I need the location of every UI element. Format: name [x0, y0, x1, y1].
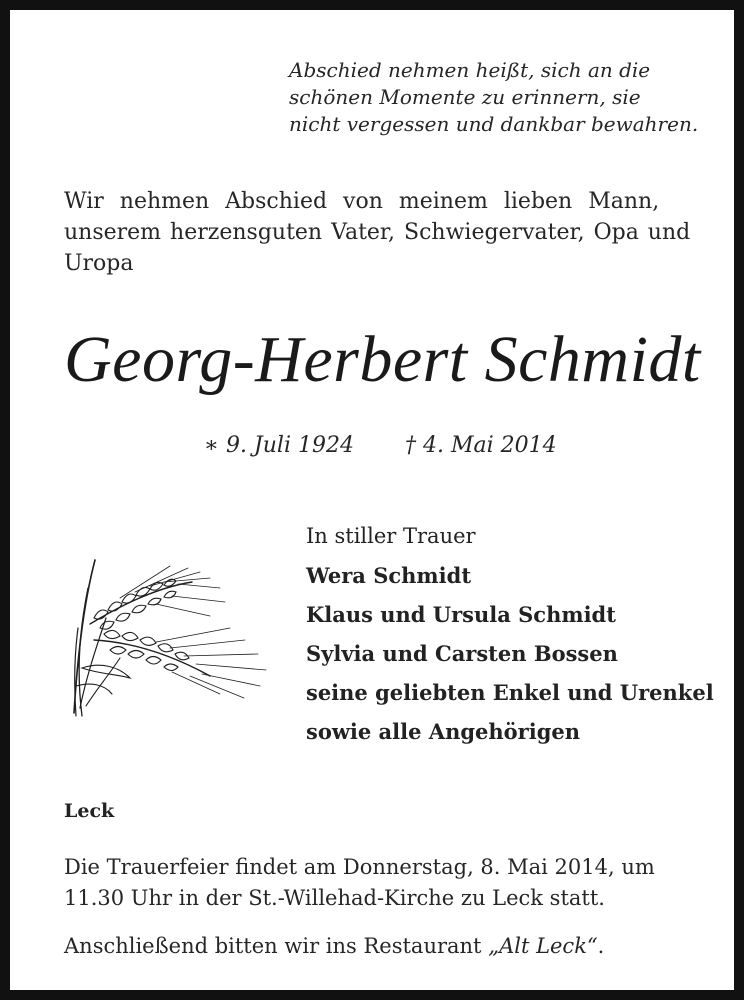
death-date: † 4. Mai 2014	[405, 433, 557, 458]
mourner-name: Wera Schmidt	[306, 563, 472, 588]
deceased-name: Georg-Herbert Schmidt	[64, 323, 701, 396]
ceremony-line: Die Trauerfeier findet am Donnerstag, 8. Mai 2014, um	[64, 855, 655, 879]
motto-line: schönen Momente zu erinnern, sie	[289, 85, 641, 109]
motto-line: Abschied nehmen heißt, sich an die	[289, 58, 651, 82]
intro-line: Uropa	[64, 251, 134, 276]
mourner-name: sowie alle Angehörigen	[306, 719, 581, 744]
birth-date: ∗ 9. Juli 1924	[204, 433, 354, 458]
mourners-list	[306, 517, 726, 751]
mourner-name: Sylvia und Carsten Bossen	[306, 641, 618, 666]
ceremony-line: 11.30 Uhr in der St.-Willehad-Kirche zu Leck statt.	[64, 886, 605, 910]
motto-line: nicht vergessen und dankbar bewahren.	[289, 112, 699, 136]
restaurant-name: „Alt Leck“	[488, 934, 598, 958]
intro-line: Wir nehmen Abschied von meinem lieben Mann,	[64, 189, 660, 214]
reception-suffix: .	[597, 934, 605, 958]
wheat-ears-icon	[60, 558, 275, 718]
place-name: Leck	[64, 800, 115, 822]
reception-text: Anschließend bitten wir ins Restaurant	[64, 934, 489, 958]
ceremony-info	[64, 852, 700, 914]
intro-text	[64, 186, 700, 279]
reception-info	[64, 931, 700, 962]
mourners-lead: In stiller Trauer	[306, 524, 476, 548]
motto-quote	[289, 57, 729, 138]
mourner-name: seine geliebten Enkel und Urenkel	[306, 680, 714, 705]
mourner-name: Klaus und Ursula Schmidt	[306, 602, 616, 627]
intro-line: unserem herzensguten Vater, Schwiegervater, Opa und	[64, 220, 691, 245]
